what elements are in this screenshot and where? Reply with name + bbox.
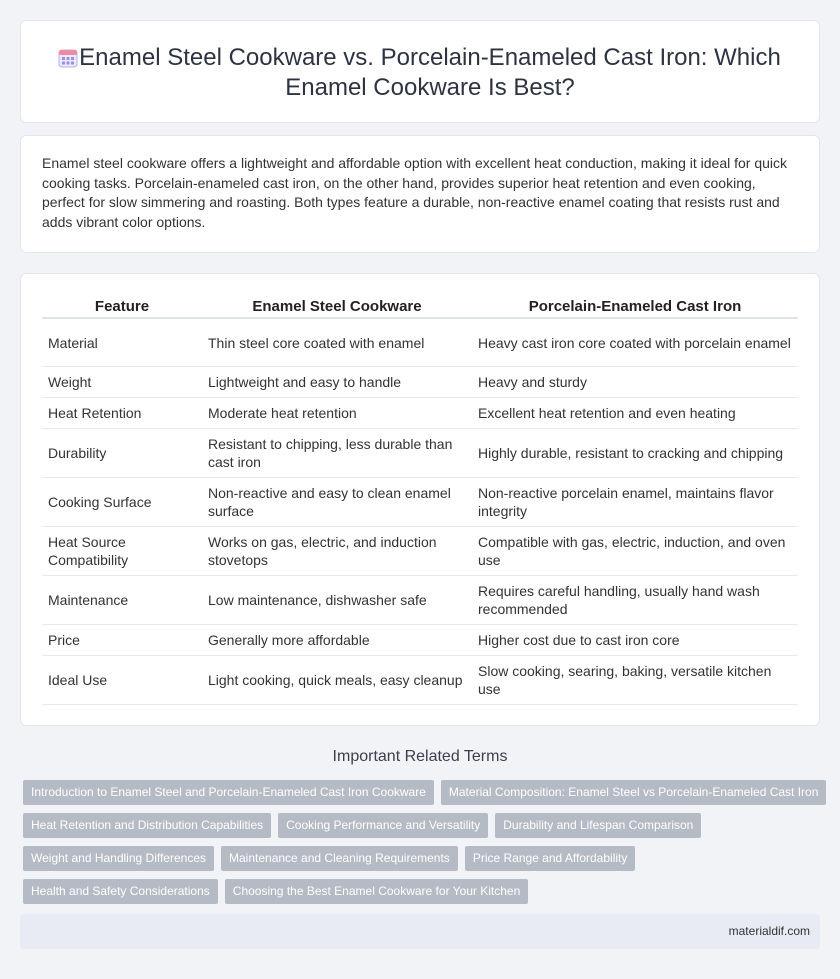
- table-cell-enamel-steel: Non-reactive and easy to clean enamel surface: [202, 478, 472, 527]
- table-cell-feature: Heat Source Compatibility: [42, 527, 202, 576]
- related-terms-row: [23, 846, 823, 871]
- table-cell-cast-iron: Compatible with gas, electric, induction, and oven use: [472, 527, 798, 576]
- related-terms-row: [23, 879, 823, 904]
- table-row: [42, 625, 798, 656]
- table-cell-cast-iron: Heavy and sturdy: [472, 367, 798, 398]
- table-cell-feature: Weight: [42, 367, 202, 398]
- related-terms: [23, 780, 823, 912]
- table-cell-feature: Heat Retention: [42, 398, 202, 429]
- table-row: [42, 576, 798, 625]
- table-cell-feature: Material: [42, 318, 202, 367]
- table-cell-enamel-steel: Generally more affordable: [202, 625, 472, 656]
- related-term-tag[interactable]: Heat Retention and Distribution Capabilities: [23, 813, 271, 838]
- table-header-feature: Feature: [42, 296, 202, 318]
- table-cell-cast-iron: Heavy cast iron core coated with porcelain enamel: [472, 318, 798, 367]
- related-term-tag[interactable]: Maintenance and Cleaning Requirements: [221, 846, 458, 871]
- related-terms-title: Important Related Terms: [332, 748, 508, 765]
- table-cell-cast-iron: Higher cost due to cast iron core: [472, 625, 798, 656]
- table-row: [42, 398, 798, 429]
- comparison-table: [42, 296, 798, 705]
- intro-card: [20, 135, 820, 253]
- table-cell-enamel-steel: Lightweight and easy to handle: [202, 367, 472, 398]
- table-cell-cast-iron: Requires careful handling, usually hand wash recommended: [472, 576, 798, 625]
- page-title-line-2: Enamel Cookware Is Best?: [285, 74, 575, 101]
- table-row: [42, 318, 798, 367]
- table-row: [42, 527, 798, 576]
- table-row: [42, 367, 798, 398]
- related-term-tag[interactable]: Material Composition: Enamel Steel vs Porcelain-Enameled Cast Iron: [441, 780, 827, 805]
- table-cell-enamel-steel: Thin steel core coated with enamel: [202, 318, 472, 367]
- table-cell-enamel-steel: Works on gas, electric, and induction stovetops: [202, 527, 472, 576]
- table-cell-feature: Cooking Surface: [42, 478, 202, 527]
- header-card: [20, 20, 820, 123]
- intro-paragraph: Enamel steel cookware offers a lightweight and affordable option with excellent heat conduction, making it ideal for quick cooking tasks. Porcelain-enameled cast iron, on the other hand, provides superior heat retention and even cooking, perfect for slow simmering and roasting. Both types feature a durable, non-reactive enamel coating that resists rust and adds vibrant color options.: [42, 155, 788, 230]
- related-terms-row: [23, 780, 823, 805]
- table-row: [42, 429, 798, 478]
- table-cell-feature: Price: [42, 625, 202, 656]
- page-title: [61, 43, 799, 103]
- related-terms-row: [23, 813, 823, 838]
- table-cell-cast-iron: Slow cooking, searing, baking, versatile kitchen use: [472, 656, 798, 705]
- table-header-cast-iron: Porcelain-Enameled Cast Iron: [472, 296, 798, 318]
- table-header-enamel-steel: Enamel Steel Cookware: [202, 296, 472, 318]
- table-header-row: [42, 296, 798, 318]
- table-cell-enamel-steel: Resistant to chipping, less durable than cast iron: [202, 429, 472, 478]
- table-cell-enamel-steel: Light cooking, quick meals, easy cleanup: [202, 656, 472, 705]
- table-cell-cast-iron: Excellent heat retention and even heating: [472, 398, 798, 429]
- table-cell-feature: Maintenance: [42, 576, 202, 625]
- page-title-line-1: Enamel Steel Cookware vs. Porcelain-Enameled Cast Iron: Which: [79, 44, 781, 71]
- table-cell-cast-iron: Highly durable, resistant to cracking and chipping: [472, 429, 798, 478]
- related-term-tag[interactable]: Health and Safety Considerations: [23, 879, 218, 904]
- table-cell-enamel-steel: Low maintenance, dishwasher safe: [202, 576, 472, 625]
- related-term-tag[interactable]: Weight and Handling Differences: [23, 846, 214, 871]
- table-cell-enamel-steel: Moderate heat retention: [202, 398, 472, 429]
- table-row: [42, 478, 798, 527]
- table-cell-feature: Durability: [42, 429, 202, 478]
- related-term-tag[interactable]: Durability and Lifespan Comparison: [495, 813, 701, 838]
- related-term-tag[interactable]: Introduction to Enamel Steel and Porcelain-Enameled Cast Iron Cookware: [23, 780, 434, 805]
- footer-site-link[interactable]: materialdif.com: [728, 924, 810, 938]
- footer: [20, 914, 820, 949]
- table-row: [42, 656, 798, 705]
- table-cell-feature: Ideal Use: [42, 656, 202, 705]
- table-cell-cast-iron: Non-reactive porcelain enamel, maintains flavor integrity: [472, 478, 798, 527]
- related-term-tag[interactable]: Price Range and Affordability: [465, 846, 636, 871]
- comparison-table-card: [20, 273, 820, 726]
- related-term-tag[interactable]: Choosing the Best Enamel Cookware for Your Kitchen: [225, 879, 529, 904]
- related-term-tag[interactable]: Cooking Performance and Versatility: [278, 813, 488, 838]
